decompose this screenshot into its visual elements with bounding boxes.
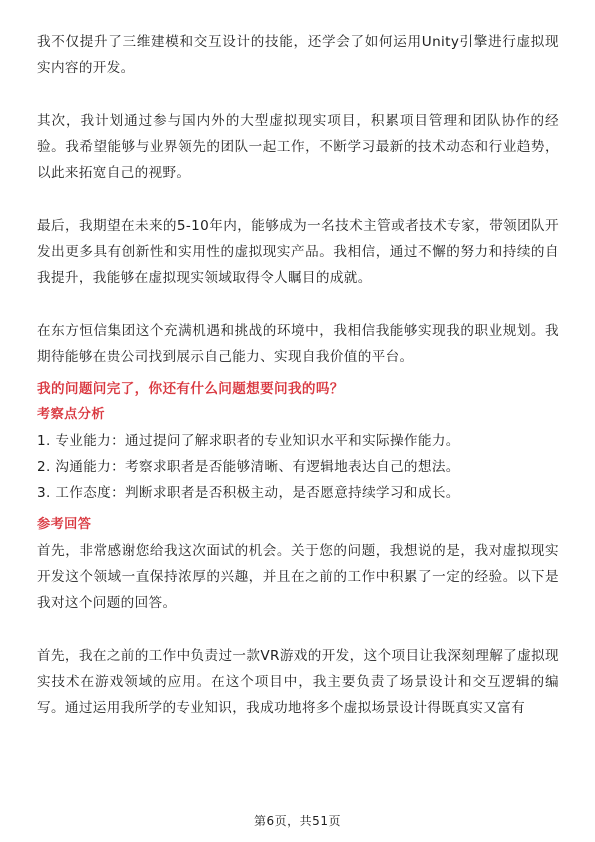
- interview-question: 我的问题问完了，你还有什么问题想要问我的吗？: [37, 381, 344, 397]
- answer-paragraph-experience: 首先，我在之前的工作中负责过一款VR游戏的开发，这个项目让我深刻理解了虚拟现实技术在游戏领域的应用。在这个项目中，我主要负责了场景设计和交互逻辑的编写。通过运用我所学的专业知识，我成功地将多个虚拟场景设计得既真实又富有: [37, 648, 559, 716]
- paragraph-gap: [37, 616, 559, 643]
- list-item: 3. 工作态度：判断求职者是否积极主动，是否愿意持续学习和成长。: [37, 485, 460, 501]
- paragraph-gap: [37, 81, 559, 108]
- page-number: 第6页，共51页: [254, 814, 341, 828]
- answer-title: 参考回答: [37, 517, 92, 532]
- paragraph-gap: [37, 186, 559, 213]
- answer-paragraph-intro: 首先，非常感谢您给我这次面试的机会。关于您的问题，我想说的是，我对虚拟现实开发这个领域一直保持浓厚的兴趣，并且在之前的工作中积累了一定的经验。以下是我对这个问题的回答。: [37, 543, 559, 611]
- paragraph-gap: [37, 291, 559, 318]
- analysis-list: [37, 428, 559, 506]
- page-content: [37, 29, 559, 721]
- list-item: 1. 专业能力：通过提问了解求职者的专业知识水平和实际操作能力。: [37, 433, 460, 449]
- list-item: 2. 沟通能力：考察求职者是否能够清晰、有逻辑地表达自己的想法。: [37, 459, 460, 475]
- paragraph-skills: 我不仅提升了三维建模和交互设计的技能，还学会了如何运用Unity引擎进行虚拟现实内容的开发。: [37, 34, 559, 76]
- analysis-title: 考察点分析: [37, 407, 105, 422]
- paragraph-company: 在东方恒信集团这个充满机遇和挑战的环境中，我相信我能够实现我的职业规划。我期待能够在贵公司找到展示自己能力、实现自我价值的平台。: [37, 323, 559, 365]
- paragraph-secondly: 其次，我计划通过参与国内外的大型虚拟现实项目，积累项目管理和团队协作的经验。我希望能够与业界领先的团队一起工作，不断学习最新的技术动态和行业趋势，以此来拓宽自己的视野。: [37, 113, 559, 181]
- paragraph-finally: 最后，我期望在未来的5-10年内，能够成为一名技术主管或者技术专家，带领团队开发出更多具有创新性和实用性的虚拟现实产品。我相信，通过不懈的努力和持续的自我提升，我能够在虚拟现实领域取得令人瞩目的成就。: [37, 218, 559, 286]
